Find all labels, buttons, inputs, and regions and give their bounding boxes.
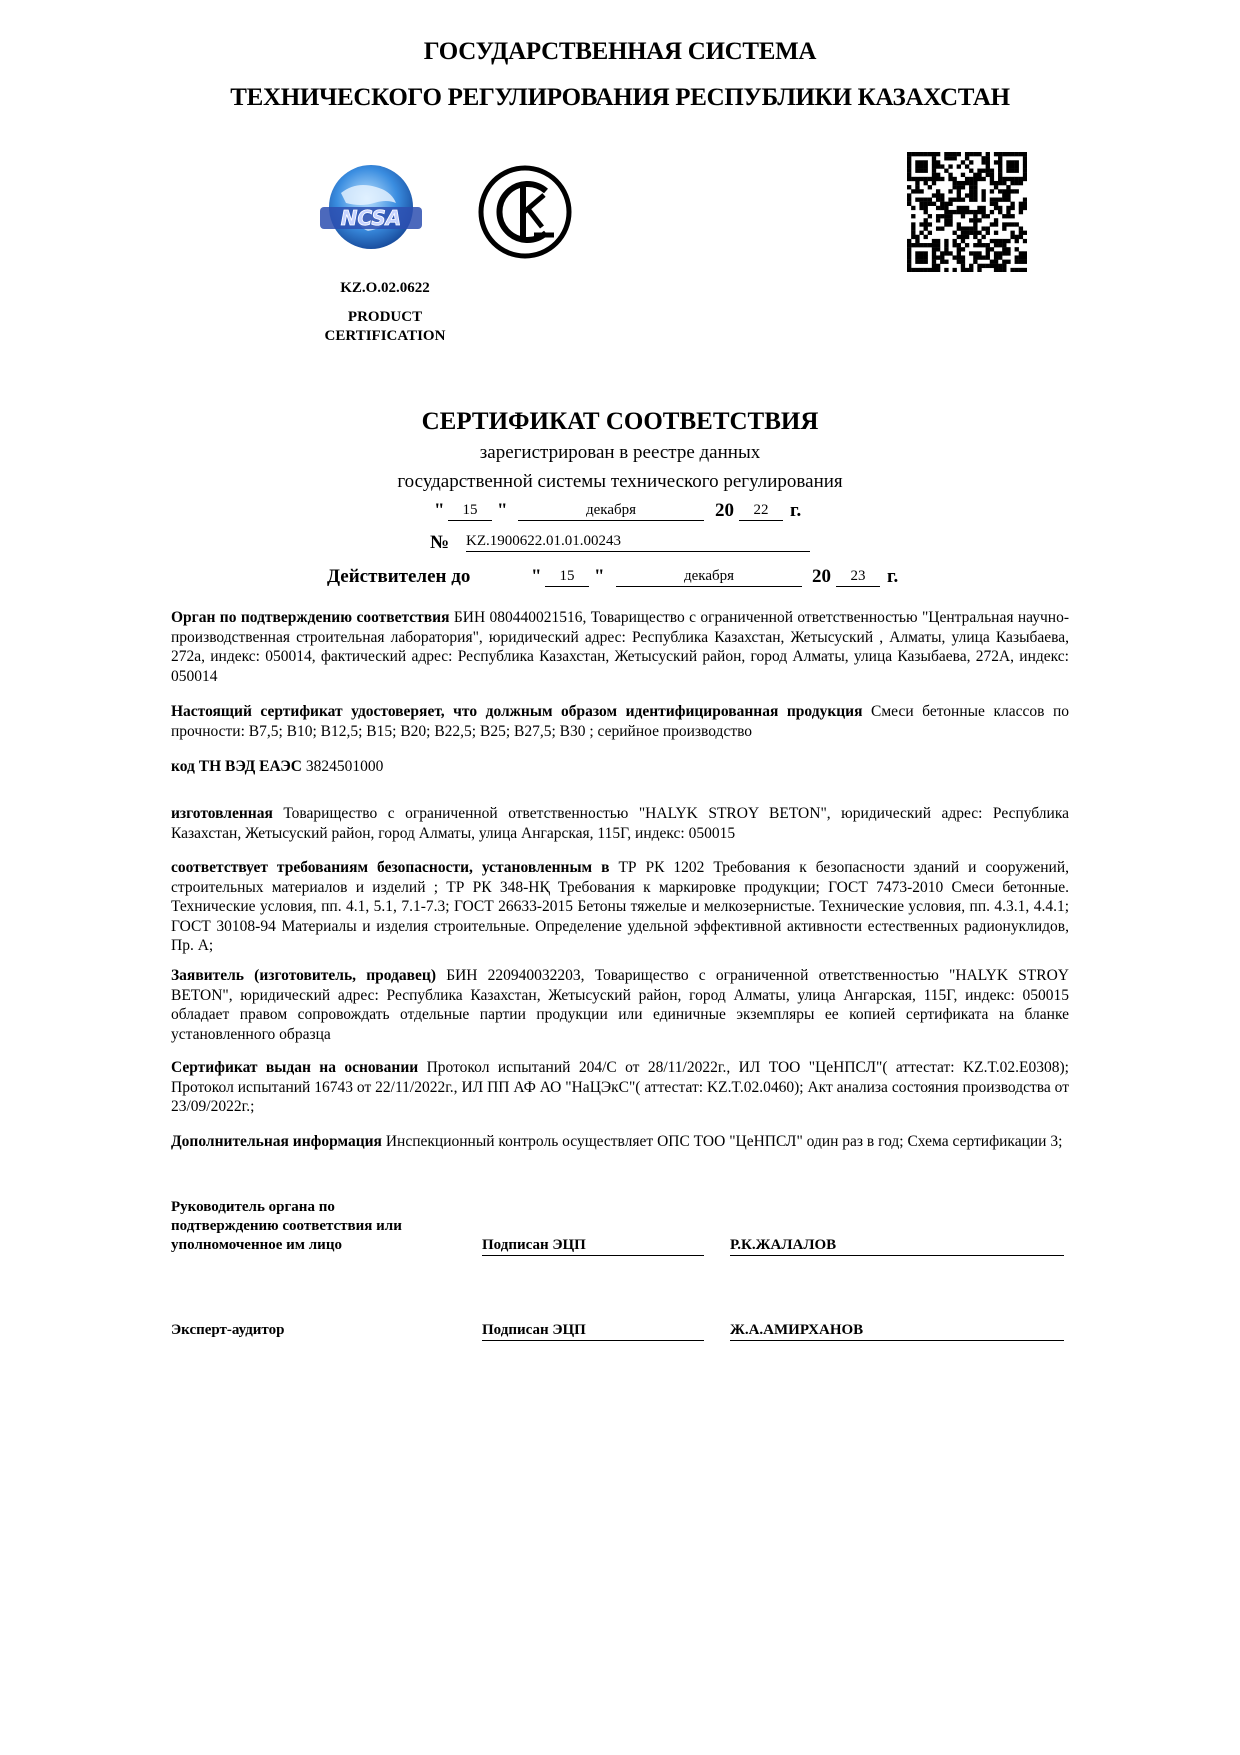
- header-line-1: ГОСУДАРСТВЕННАЯ СИСТЕМА: [423, 38, 817, 65]
- section-organ: [171, 608, 1069, 686]
- valid-date-quote-close: ": [594, 566, 605, 587]
- certificate-number: KZ.1900622.01.01.00243: [466, 531, 810, 552]
- head-label-line-1: Руководитель органа по: [171, 1199, 335, 1215]
- valid-date-year-prefix: 20: [812, 566, 831, 587]
- kz-certification-mark-icon: [478, 165, 572, 259]
- section-applicant-text: БИН 220940032203, Товарищество с ограниченной ответственностью "HALYK STROY BETON", юридический адрес: Республика Казахстан, Жетысуский район, город Алматы, улица Ангарская, 115Г, индекс: 050015 обладает правом сопровождать отдельные партии продукции или единичные экземпляры ее копией сертификата на бланке установленного образца: [171, 967, 1069, 1043]
- header-line-2: ТЕХНИЧЕСКОГО РЕГУЛИРОВАНИЯ РЕСПУБЛИКИ КАЗАХСТАН: [230, 84, 1010, 111]
- reg-date-day: 15: [448, 500, 492, 521]
- section-applicant-label: Заявитель (изготовитель, продавец): [171, 967, 436, 984]
- section-basis-label: Сертификат выдан на основании: [171, 1059, 419, 1076]
- valid-date-day: 15: [545, 566, 589, 587]
- head-label-line-2: подтверждению соответствия или: [171, 1218, 402, 1234]
- section-product: [171, 702, 1069, 741]
- section-basis: [171, 1058, 1069, 1117]
- section-additional-label: Дополнительная информация: [171, 1133, 382, 1150]
- registered-line-2: государственной системы технического регулирования: [397, 471, 843, 492]
- reg-date-quote-open: ": [434, 500, 445, 521]
- accreditation-code: KZ.O.02.0622: [340, 280, 430, 296]
- valid-date-year-unit: г.: [887, 566, 899, 587]
- section-tnved-text: 3824501000: [305, 758, 384, 775]
- reg-date-year-suffix: 22: [739, 500, 783, 521]
- reg-date-month: декабря: [518, 500, 704, 521]
- expert-label: Эксперт-аудитор: [171, 1322, 285, 1338]
- section-requirements-text: ТР РК 1202 Требования к безопасности зданий и сооружений, строительных материалов и изделий ; ТР РК 348-НҚ Требования к маркировке продукции; ГОСТ 7473-2010 Смеси бетонные. Технические условия, пп. 4.1, 5.1, 7.1-7.3; ГОСТ 26633-2015 Бетоны тяжелые и мелкозернистые. Технические условия, пп. 4.3.1, 4.4.1; ГОСТ 30108-94 Материалы и изделия строительные. Определение удельной эффективной активности естественных радионуклидов, Пр. А;: [171, 859, 1070, 954]
- qr-code-icon: [907, 152, 1027, 272]
- section-product-label: Настоящий сертификат удостоверяет, что должным образом идентифицированная продукция: [171, 703, 863, 720]
- product-certification-line-1: PRODUCT: [347, 309, 423, 325]
- ncsa-logo-text: NCSA: [340, 206, 402, 230]
- head-signed: Подписан ЭЦП: [482, 1236, 704, 1256]
- section-additional: [171, 1132, 1069, 1152]
- section-product-text: Смеси бетонные классов по прочности: В7,5; В10; В12,5; В15; В20; В22,5; В25; В27,5; В30 ; серийное производство: [171, 703, 1069, 740]
- valid-date-quote-open: ": [531, 566, 542, 587]
- section-applicant: [171, 966, 1069, 1044]
- section-organ-label: Орган по подтверждению соответствия: [171, 609, 450, 626]
- section-manufacturer-label: изготовленная: [171, 805, 273, 822]
- valid-until-label: Действителен до: [327, 566, 471, 587]
- registered-line-1: зарегистрирован в реестре данных: [479, 442, 761, 463]
- product-certification-line-2: CERTIFICATION: [324, 328, 446, 344]
- section-basis-text: Протокол испытаний 204/С от 28/11/2022г., ИЛ ТОО "ЦеНПСЛ"( аттестат: KZ.T.02.E0308); Протокол испытаний 16743 от 22/11/2022г., ИЛ ПП АФ АО "НаЦЭкС"( аттестат: KZ.T.02.0460); Акт анализа состояния производства от 23/09/2022г.;: [171, 1059, 1069, 1115]
- valid-date-month: декабря: [616, 566, 802, 587]
- head-name: Р.К.ЖАЛАЛОВ: [730, 1236, 1064, 1256]
- expert-signed: Подписан ЭЦП: [482, 1321, 704, 1341]
- expert-name: Ж.А.АМИРХАНОВ: [730, 1321, 1064, 1341]
- section-manufacturer-text: Товарищество с ограниченной ответственностью "HALYK STROY BETON", юридический адрес: Республика Казахстан, Жетысуский район, город Алматы, улица Ангарская, 115Г, индекс: 050015: [171, 805, 1070, 842]
- ncsa-globe-logo: [316, 163, 426, 253]
- section-requirements-label: соответствует требованиям безопасности, установленным в: [171, 859, 610, 876]
- certificate-title: СЕРТИФИКАТ СООТВЕТСТВИЯ: [421, 408, 819, 435]
- reg-date-year-prefix: 20: [715, 500, 734, 521]
- number-label: №: [430, 532, 450, 553]
- reg-date-year-unit: г.: [790, 500, 802, 521]
- section-tnved-label: код ТН ВЭД ЕАЭС: [171, 758, 302, 775]
- section-organ-text: БИН 080440021516, Товарищество с ограниченной ответственностью "Центральная научно-производственная строительная лаборатория", юридический адрес: Республика Казахстан, Жетысуский , Алматы, улица Казыбаева, 272а, индекс: 050014, фактический адрес: Республика Казахстан, Жетысуский район, город Алматы, улица Казыбаева, 272А, индекс: 050014: [171, 609, 1070, 685]
- section-tnved: [171, 757, 1069, 777]
- section-additional-text: Инспекционный контроль осуществляет ОПС ТОО "ЦеНПСЛ" один раз в год; Схема сертификации 3;: [385, 1133, 1063, 1150]
- section-requirements: [171, 858, 1069, 956]
- reg-date-quote-close: ": [497, 500, 508, 521]
- valid-date-year-suffix: 23: [836, 566, 880, 587]
- head-label-line-3: уполномоченное им лицо: [171, 1237, 342, 1253]
- section-manufacturer: [171, 804, 1069, 843]
